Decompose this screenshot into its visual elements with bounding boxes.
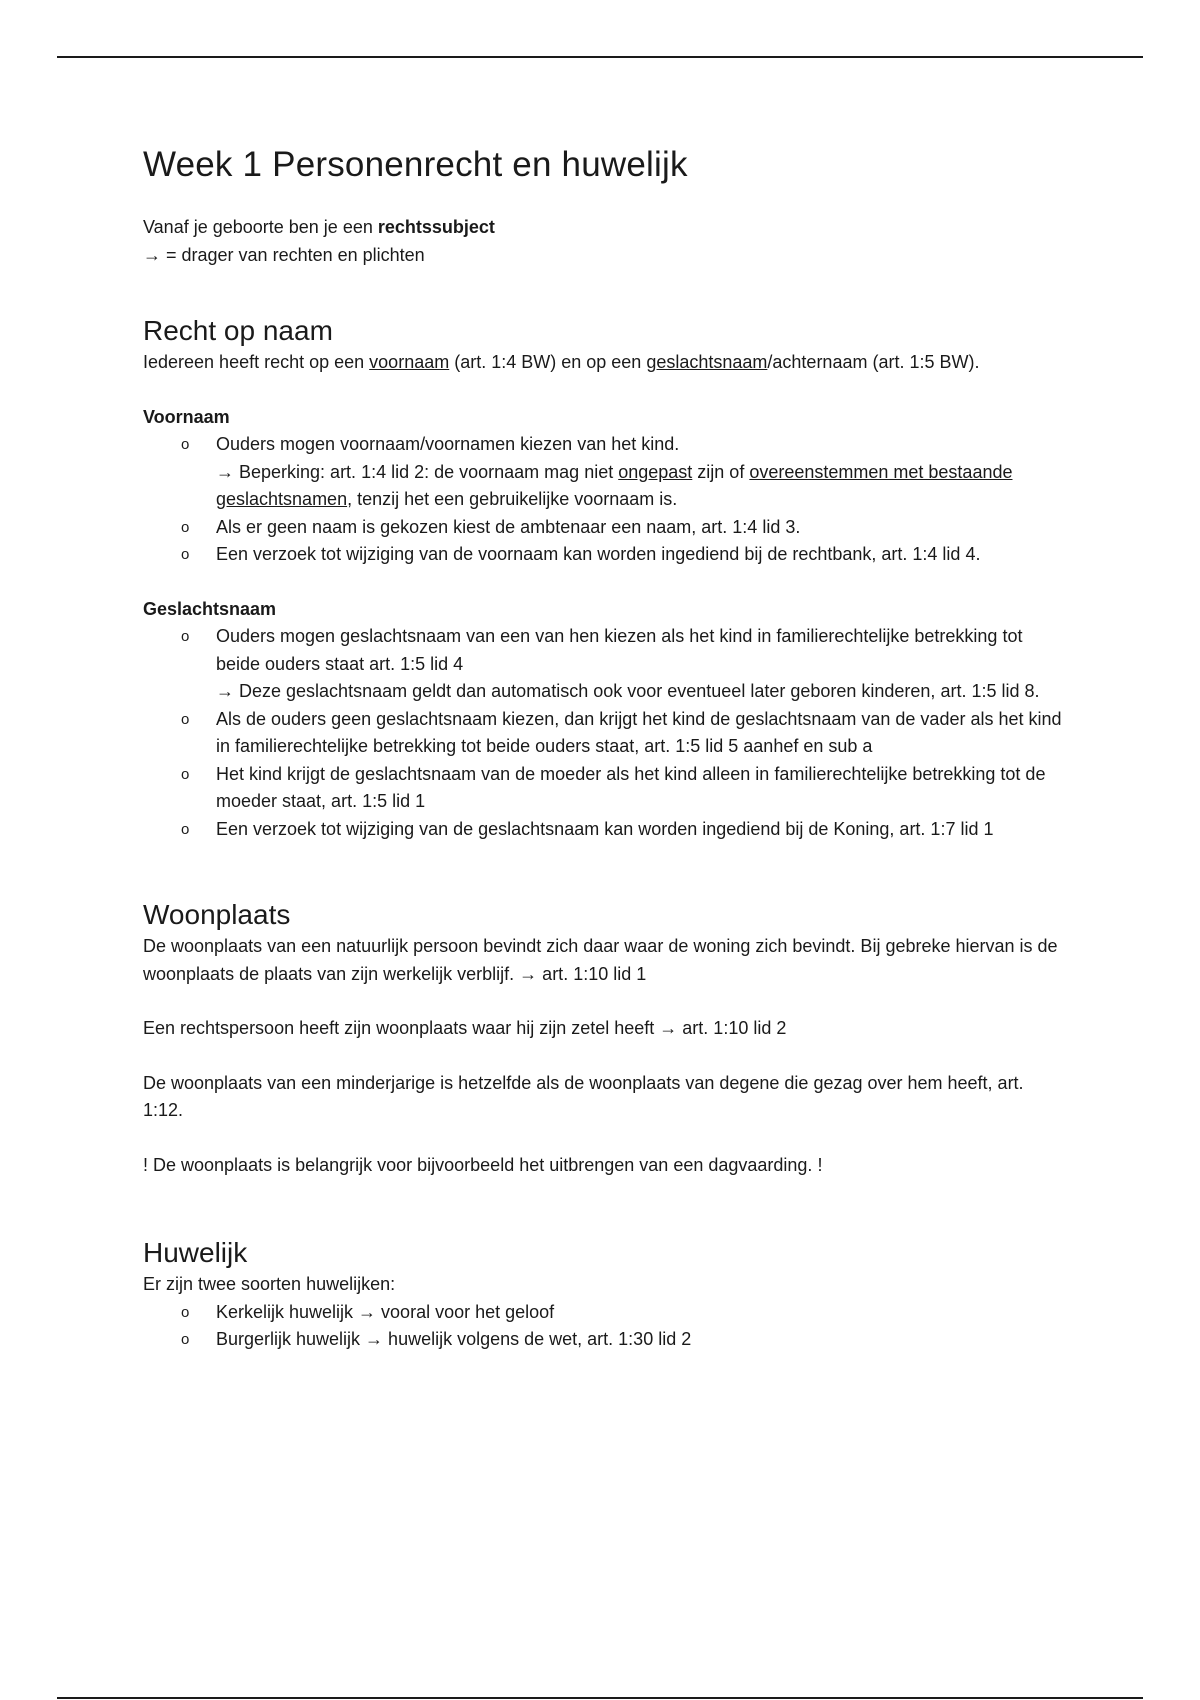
document-body xyxy=(143,136,1063,1354)
list-item xyxy=(143,623,1063,706)
text-run: → Deze geslachtsnaam geldt dan automatisch ook voor eventueel later geboren kinderen, art. 1:5 lid 8. xyxy=(216,681,1040,701)
subheading-voornaam: Voornaam xyxy=(143,406,230,427)
text-run: , tenzij het een gebruikelijke voornaam is. xyxy=(347,489,678,509)
underlined-term: ongepast xyxy=(618,461,693,482)
list-item: o Als er geen naam is gekozen kiest de ambtenaar een naam, art. 1:4 lid 3. xyxy=(143,514,1063,542)
voornaam-list xyxy=(143,431,1063,569)
text-run: (art. 1:4 BW) en op een xyxy=(449,352,647,372)
text-run: zijn of xyxy=(692,461,750,482)
intro-line-1 xyxy=(143,214,1063,242)
top-rule xyxy=(57,56,1143,58)
huwelijk-list xyxy=(143,1299,1063,1354)
text-run: Iedereen heeft recht op een xyxy=(143,352,370,372)
underlined-term-geslachtsnaam: geslachtsnaam xyxy=(646,352,768,372)
underlined-term-voornaam: voornaam xyxy=(369,352,450,372)
recht-op-naam-paragraph xyxy=(143,349,1063,377)
list-item: o Als de ouders geen geslachtsnaam kiezen, dan krijgt het kind de geslachtsnaam van de vader als het kind in familierechtelijke betrekking tot beide ouders staat, art. 1:5 lid 5 aanhef en sub a xyxy=(143,706,1063,761)
woonplaats-paragraph-3: De woonplaats van een minderjarige is hetzelfde als de woonplaats van degene die gezag over hem heeft, art. 1:12. xyxy=(143,1072,1024,1120)
heading-woonplaats: Woonplaats xyxy=(143,899,291,930)
heading-recht-op-naam: Recht op naam xyxy=(143,315,333,346)
woonplaats-paragraph-2: Een rechtspersoon heeft zijn woonplaats waar hij zijn zetel heeft → art. 1:10 lid 2 xyxy=(143,1018,787,1038)
underlined-term: overeenstemmen met bestaande geslachtsnamen xyxy=(216,461,1013,509)
woonplaats-note: ! De woonplaats is belangrijk voor bijvoorbeeld het uitbrengen van een dagvaarding. ! xyxy=(143,1154,823,1175)
text-run: Ouders mogen voornaam/voornamen kiezen van het kind. xyxy=(216,434,680,454)
huwelijk-intro: Er zijn twee soorten huwelijken: xyxy=(143,1274,396,1294)
geslachtsnaam-list xyxy=(143,623,1063,843)
heading-huwelijk: Huwelijk xyxy=(143,1237,248,1268)
page-title: Week 1 Personenrecht en huwelijk xyxy=(143,145,688,184)
intro-text: Vanaf je geboorte ben je een xyxy=(143,217,378,237)
list-item: o Burgerlijk huwelijk → huwelijk volgens de wet, art. 1:30 lid 2 xyxy=(143,1326,1063,1354)
list-item: o Een verzoek tot wijziging van de voornaam kan worden ingediend bij de rechtbank, art. 1:4 lid 4. xyxy=(143,541,1063,569)
text-run: Ouders mogen geslachtsnaam van een van hen kiezen als het kind in familierechtelijke betrekking tot beide ouders staat art. 1:5 lid 4 xyxy=(216,626,1023,674)
subheading-geslachtsnaam: Geslachtsnaam xyxy=(143,598,277,619)
list-item xyxy=(143,431,1063,514)
woonplaats-paragraph-1: De woonplaats van een natuurlijk persoon bevindt zich daar waar de woning zich bevindt. Bij gebreke hiervan is de woonplaats de plaats van zijn werkelijk verblijf. → art. 1:10 lid 1 xyxy=(143,936,1058,984)
list-item: o Een verzoek tot wijziging van de geslachtsnaam kan worden ingediend bij de Koning, art. 1:7 lid 1 xyxy=(143,816,1063,844)
bottom-rule xyxy=(57,1697,1143,1699)
intro-bold-term: rechtssubject xyxy=(377,217,495,237)
text-run: /achternaam (art. 1:5 BW). xyxy=(767,352,980,372)
intro-line-2: → = drager van rechten en plichten xyxy=(143,244,425,265)
list-item: o Kerkelijk huwelijk → vooral voor het geloof xyxy=(143,1299,1063,1327)
text-run: → Beperking: art. 1:4 lid 2: de voornaam mag niet xyxy=(216,461,619,482)
list-item: o Het kind krijgt de geslachtsnaam van de moeder als het kind alleen in familierechtelijke betrekking tot de moeder staat, art. 1:5 lid 1 xyxy=(143,761,1063,816)
